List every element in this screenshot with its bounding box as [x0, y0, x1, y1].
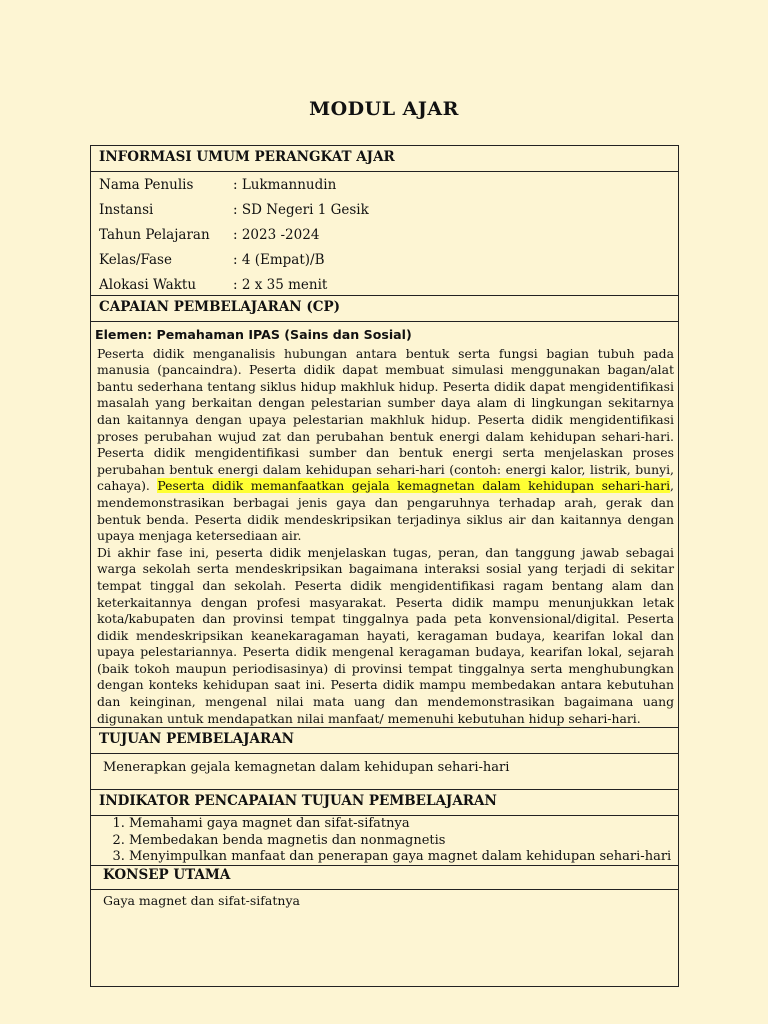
- info-label: Tahun Pelajaran: [99, 226, 210, 243]
- info-heading: INFORMASI UMUM PERANGKAT AJAR: [91, 146, 678, 172]
- cp-paragraph-1: [97, 346, 674, 545]
- list-item: 1. Memahami gaya magnet dan sifat-sifatnya: [129, 816, 678, 833]
- info-row: [99, 197, 678, 222]
- info-label: Alokasi Waktu: [99, 276, 197, 293]
- info-row: [99, 247, 678, 272]
- cp-section: [91, 322, 678, 728]
- konsep-text: Gaya magnet dan sifat-sifatnya: [103, 893, 300, 908]
- tp-heading: TUJUAN PEMBELAJARAN: [91, 728, 678, 754]
- page-title: MODUL AJAR: [309, 98, 459, 120]
- cp-heading: CAPAIAN PEMBELAJARAN (CP): [91, 296, 678, 322]
- info-row: [99, 222, 678, 247]
- cp-text: Peserta didik menganalisis hubungan antara bentuk serta fungsi bagian tubuh pada manusia (pancaindra). Peserta didik dapat membuat simulasi menggunakan bagan/alat bantu sederhana tentang siklus hidup makhluk hidup. Peserta didik dapat mengidentifikasi masalah yang berkaitan dengan pelestarian sumber daya alam di lingkungan sekitarnya dan kaitannya dengan upaya pelestarian makhluk hidup. Peserta didik mengidentifikasi proses perubahan wujud zat dan perubahan bentuk energi dalam kehidupan sehari-hari. Peserta didik mengidentifikasi sumber dan bentuk energi serta menjelaskan proses perubahan bentuk energi dalam kehidupan sehari-hari (contoh: energi kalor, listrik, bunyi, cahaya).: [97, 345, 674, 494]
- cp-highlight: Peserta didik memanfaatkan gejala kemagnetan dalam kehidupan sehari-hari: [157, 478, 671, 494]
- indikator-section: [91, 816, 678, 866]
- info-value: : 4 (Empat)/B: [233, 251, 325, 268]
- module-table: [90, 145, 679, 987]
- tp-text: Menerapkan gejala kemagnetan dalam kehidupan sehari-hari: [91, 754, 678, 790]
- konsep-heading: KONSEP UTAMA: [91, 866, 678, 890]
- info-section: [91, 172, 678, 296]
- cp-elemen: Elemen: Pemahaman IPAS (Sains dan Sosial): [95, 327, 412, 342]
- cp-paragraph-2: Di akhir fase ini, peserta didik menjelaskan tugas, peran, dan tanggung jawab sebagai warga sekolah serta mendeskripsikan bagaimana interaksi sosial yang terjadi di sekitar tempat tinggal dan sekolah. Peserta didik mengidentifikasi ragam bentang alam dan keterkaitannya dengan profesi masyarakat. Peserta didik mampu menunjukkan letak kota/kabupaten dan provinsi tempat tinggalnya pada peta konvensional/digital. Peserta didik mendeskripsikan keanekaragaman hayati, keragaman budaya, kearifan lokal dan upaya pelestariannya. Peserta didik mengenal keragaman budaya, kearifan lokal, sejarah (baik tokoh maupun periodisasinya) di provinsi tempat tinggalnya serta menghubungkan dengan konteks kehidupan saat ini. Peserta didik mampu membedakan antara kebutuhan dan keinginan, mengenal nilai mata uang dan mendemonstrasikan bagaimana uang digunakan untuk mendapatkan nilai manfaat/ memenuhi kebutuhan hidup sehari-hari.: [97, 544, 674, 726]
- info-value: : 2023 -2024: [233, 226, 320, 243]
- list-item: 2. Membedakan benda magnetis dan nonmagnetis: [129, 833, 678, 850]
- indikator-heading: INDIKATOR PENCAPAIAN TUJUAN PEMBELAJARAN: [91, 790, 678, 816]
- info-row: [99, 272, 678, 297]
- indikator-list: [91, 816, 678, 866]
- cp-text: , mendemonstrasikan berbagai jenis gaya dan pengaruhnya terhadap arah, gerak dan bentuk benda. Peserta didik mendeskripsikan terjadinya siklus air dan kaitannya dengan upaya menjaga ketersediaan air.: [97, 478, 674, 544]
- info-value: : 2 x 35 menit: [233, 276, 328, 293]
- info-label: Instansi: [99, 201, 154, 218]
- info-value: : SD Negeri 1 Gesik: [233, 201, 369, 218]
- list-item: 3. Menyimpulkan manfaat dan penerapan gaya magnet dalam kehidupan sehari-hari: [129, 849, 678, 866]
- info-row: [99, 172, 678, 197]
- info-label: Kelas/Fase: [99, 251, 172, 268]
- info-label: Nama Penulis: [99, 176, 194, 193]
- info-value: : Lukmannudin: [233, 176, 337, 193]
